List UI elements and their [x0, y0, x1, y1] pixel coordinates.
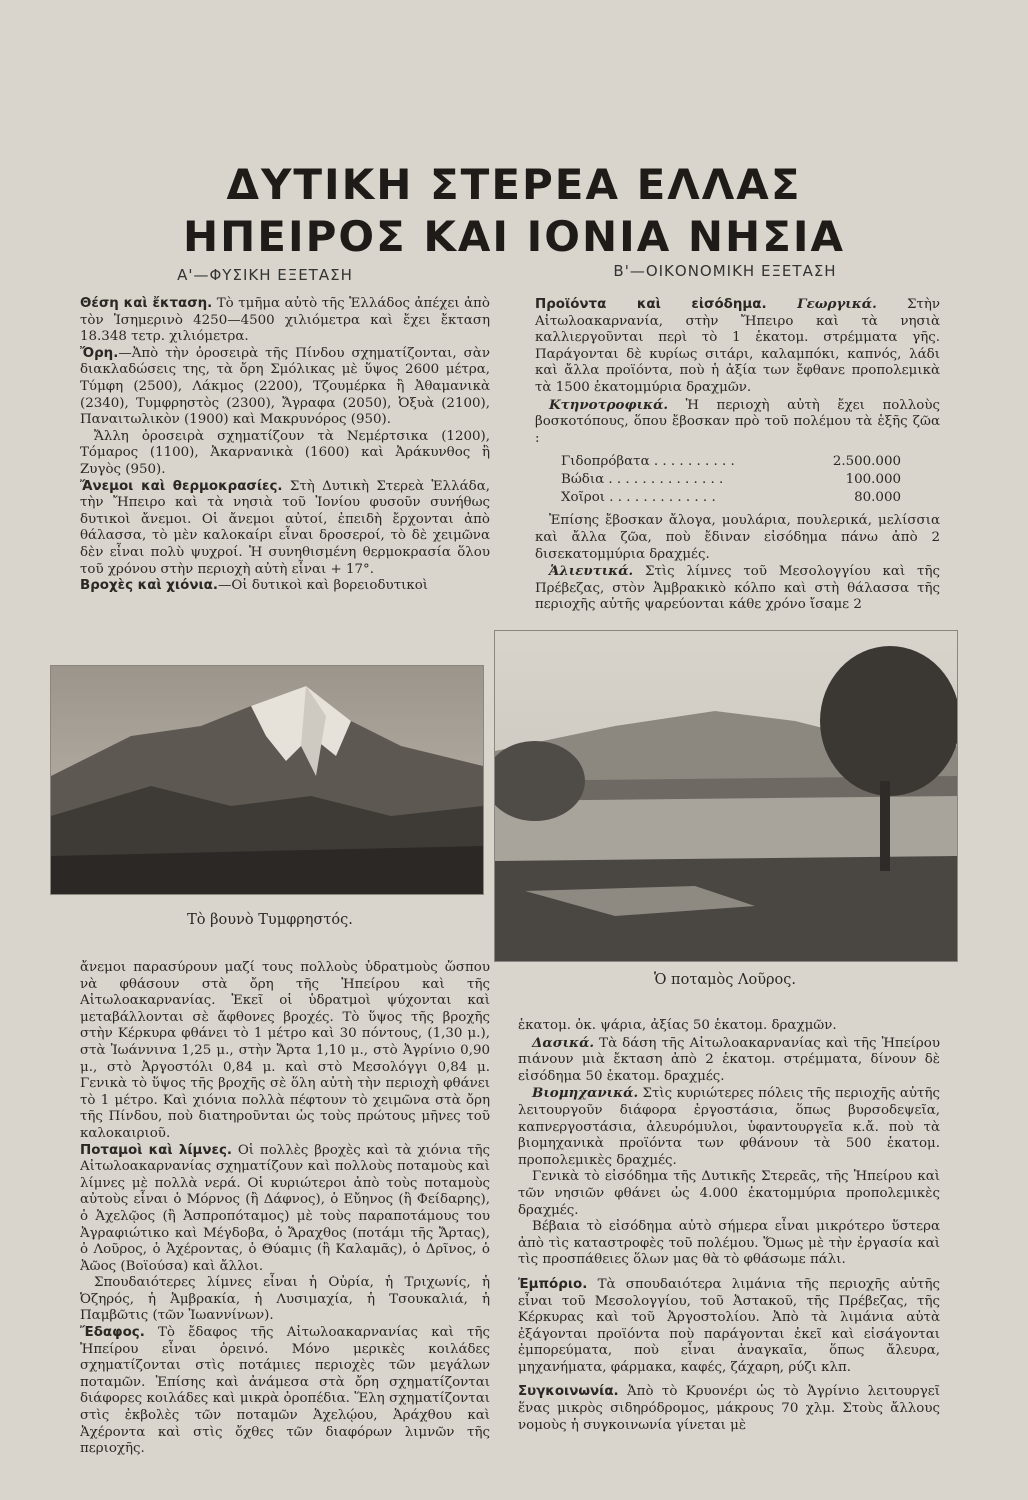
paragraph-rain: [80, 578, 490, 595]
livestock-row: [561, 453, 901, 471]
paragraph-fishing-cont: ἑκατομ. ὀκ. ψάρια, ἀξίας 50 ἑκατομ. δραχμῶν.: [518, 1018, 837, 1033]
subheading-fishing: Ἁλιευτικά.: [549, 563, 634, 580]
caption-mount-tymfristos: Τὸ βουνὸ Τυμφρηστός.: [187, 912, 353, 928]
livestock-name: Γιδοπρόβατα . . . . . . . . . .: [561, 454, 735, 470]
subheading-livestock: Κτηνοτροφικά.: [549, 396, 669, 413]
left-section-heading: Α'—ΦΥΣΙΚΗ ΕΞΕΤΑΣΗ: [177, 266, 353, 284]
subheading-agriculture: Γεωργικά.: [766, 296, 877, 312]
paragraph-other-range: Ἄλλη ὀροσειρὰ σχηματίζουν τὰ Νεμέρτσικα (1200), Τόμαρος (1100), Ἀκαρνανικὰ (1600) καὶ Ἀράκυνθος ἢ Ζυγὸς (950).: [80, 428, 490, 477]
paragraph-rivers: [80, 1143, 490, 1276]
paragraph-position: [80, 296, 490, 346]
paragraph-winds: [80, 479, 490, 579]
photo-louros-river: [494, 630, 958, 962]
subheading-forestry: Δασικά.: [532, 1034, 595, 1051]
right-section-heading: Β'—ΟΙΚΟΝΟΜΙΚΗ ΕΞΕΤΑΣΗ: [613, 262, 837, 280]
paragraph-other-animals: Ἐπίσης ἔβοσκαν ἄλογα, μουλάρια, πουλερικά, μελίσσια καὶ ἄλλα ζῶα, ποὺ ἔδιναν εἰσόδημα πάνω ἀπὸ 2 δισεκατομμύρια δραχμές.: [535, 513, 940, 562]
paragraph-income: Γενικὰ τὸ εἰσόδημα τῆς Δυτικῆς Στερεᾶς, τῆς Ἠπείρου καὶ τῶν νησιῶν φθάνει ὡς 4.000 ἑκατομμύρια προπολεμικὲς δραχμές.: [518, 1169, 940, 1218]
livestock-table: [561, 453, 901, 507]
text-fishing: Στὶς λίμνες τοῦ Μεσολογγίου καὶ τῆς Πρέβεζας, στὸν Ἀμβρακικὸ κόλπο καὶ στὴ θάλασσα τῆς περιοχῆς αὐτῆς ψαρεύονται κάθε χρόνο ἴσαμε 2: [535, 564, 940, 613]
text-mountains: —Ἀπὸ τὴν ὀροσειρὰ τῆς Πίνδου σχηματίζονται, σὰν διακλαδώσεις της, τὰ ὄρη Σμόλικας μὲ ὕψος 2600 μέτρα, Τύμφη (2500), Λάκμος (2200), Τζουμέρκα ἢ Ἀθαμανικὰ (2340), Τυμφρηστὸς (2300), Ἄγραφα (2050), Ὀξυὰ (2100), Παναιτωλικὸν (1900) καὶ Μακρυνόρος (950).: [80, 345, 490, 428]
subheading-industry: Βιομηχανικά.: [532, 1085, 639, 1102]
heading-rivers: Ποταμοὶ καὶ λίμνες.: [80, 1142, 232, 1158]
left-column-bottom: [80, 960, 490, 1458]
text-soil: Τὸ ἔδαφος τῆς Αἰτωλοακαρνανίας καὶ τῆς Ἠπείρου εἶναι ὀρεινό. Μόνο μερικὲς κοιλάδες σχηματίζονται στὶς ποτάμιες περιοχὲς τῶν μεγάλων ποταμῶν. Ἐπίσης καὶ ἀνάμεσα στὰ ὄρη σχηματίζονται διάφορες κοιλάδες καὶ μικρὰ ὀροπέδια. Ἕλη σχηματίζονται στὶς ἐκβολὲς τῶν ποταμῶν Ἀχελῴου, Ἀράχθου καὶ Ἀχέροντα καὶ στὶς ὄχθες τῶν διαφόρων λιμνῶν τῆς περιοχῆς.: [80, 1325, 490, 1457]
paragraph-income-today: Βέβαια τὸ εἰσόδημα αὐτὸ σήμερα εἶναι μικρότερο ὕστερα ἀπὸ τὶς καταστροφὲς τοῦ πολέμου. Ὅμως μὲ τὴν ἐργασία καὶ τὶς προσπάθειες ὅλων μας θὰ τὸ φθάσωμε πάλι.: [518, 1219, 940, 1268]
text-livestock: Ἡ περιοχὴ αὐτὴ ἔχει πολλοὺς βοσκοτόπους, ὅπου ἔβοσκαν πρὸ τοῦ πολέμου τὰ ἑξῆς ζῶα :: [535, 397, 940, 446]
text-rain: —Οἱ δυτικοὶ καὶ βορειοδυτικοὶ: [217, 578, 429, 594]
livestock-count: 100.000: [845, 472, 901, 488]
paragraph-livestock: [535, 397, 940, 448]
heading-transport: Συγκοινωνία.: [518, 1384, 619, 1400]
livestock-count: 2.500.000: [832, 454, 901, 470]
photo-mount-tymfristos: [50, 665, 484, 895]
paragraph-mountains: [80, 346, 490, 429]
livestock-name: Χοῖροι . . . . . . . . . . . . .: [561, 490, 716, 506]
livestock-name: Βώδια . . . . . . . . . . . . . .: [561, 472, 724, 488]
caption-louros-river: Ὁ ποταμὸς Λοῦρος.: [653, 972, 797, 988]
livestock-row: [561, 471, 901, 489]
text-industry: Στὶς κυριώτερες πόλεις τῆς περιοχῆς αὐτῆς λειτουργοῦν διάφορα ἐργοστάσια, ὅπως βυρσοδεψεῖα, καπνεργοστάσια, ἀλευρόμυλοι, ὑφαντουργεῖα κ.ἄ. ποὺ τὰ βιομηχανικὰ προϊόντα των φθάνουν τὰ 500 ἑκατομ. προπολεμικὲς δραχμές.: [518, 1086, 940, 1168]
left-column-top: [80, 296, 490, 595]
text-position: Τὸ τμῆμα αὐτὸ τῆς Ἑλλάδος ἀπέχει ἀπὸ τὸν Ἰσημερινὸ 4250—4500 χιλιόμετρα καὶ ἔχει ἔκταση 18.348 τετρ. χιλιόμετρα.: [80, 296, 490, 345]
livestock-count: 80.000: [854, 490, 901, 506]
heading-products: Προϊόντα καὶ εἰσόδημα.: [535, 297, 767, 312]
paragraph-fishing: [535, 563, 940, 614]
paragraph-industry: [518, 1085, 940, 1169]
right-column-top: [535, 296, 940, 614]
heading-soil: Ἔδαφος.: [80, 1325, 145, 1341]
right-column-bottom: [518, 1018, 940, 1434]
paragraph-soil: [80, 1325, 490, 1458]
paragraph-rain-cont: ἄνεμοι παρασύρουν μαζί τους πολλοὺς ὑδρατμοὺς ὥσπου νὰ φθάσουν στὰ ὄρη τῆς Ἠπείρου καὶ τῆς Αἰτωλοακαρνανίας. Ἐκεῖ οἱ ὑδρατμοὶ ψύχονται καὶ μεταβάλλονται σὲ ἄφθονες βροχές. Τὸ ὕψος τῆς βροχῆς στὴν Κέρκυρα φθάνει τὸ 1 μέτρο καὶ 30 πόντους, (1,30 μ.), στὰ Ἰωάννινα 1,25 μ., στὴν Ἄρτα 1,10 μ., στὸ Ἀγρίνιο 0,90 μ., στὸ Ἀργοστόλι 0,84 μ. καὶ στὸ Μεσολόγγι 0,84 μ. Γενικὰ τὸ ὕψος τῆς βροχῆς σὲ ὅλη αὐτὴ τὴν περιοχὴ φθάνει τὸ 1 μέτρο. Καὶ χιόνια πολλὰ πέφτουν τὸ χειμῶνα στὰ ὄρη τῆς Πίνδου, ποὺ διατηροῦνται ὡς τοὺς πρώτους μῆνες τοῦ καλοκαιριοῦ.: [80, 960, 490, 1141]
text-forestry: Τὰ δάση τῆς Αἰτωλοακαρνανίας καὶ τῆς Ἠπείρου πιάνουν μιὰ ἔκταση ἀπὸ 2 ἑκατομ. στρέμματα, δίνουν δὲ εἰσόδημα 50 ἑκατομ. δραχμές.: [518, 1035, 940, 1084]
heading-position: Θέση καὶ ἔκταση.: [80, 296, 213, 311]
text-agriculture: Στὴν Αἰτωλοακαρνανία, στὴν Ἤπειρο καὶ τὰ νησιὰ καλλιεργοῦνται περὶ τὸ 1 ἑκατομ. στρέμματα γῆς. Παράγονται δὲ κυρίως σιτάρι, καλαμπόκι, καπνός, λάδι καὶ ἄλλα προϊόντα, ποὺ ἡ ἀξία των ἔφθανε προπολεμικὰ τὰ 1500 ἑκατομμύρια δραχμῶν.: [535, 297, 941, 395]
text-trade: Τὰ σπουδαιότερα λιμάνια τῆς περιοχῆς αὐτῆς εἶναι τοῦ Μεσολογγίου, τοῦ Ἀστακοῦ, τῆς Πρέβεζας, τῆς Κέρκυρας καὶ τοῦ Ἀργοστολίου. Ἀπὸ τὰ λιμάνια αὐτὰ ἐξάγονται προϊόντα ποὺ παράγονται ἐκεῖ καὶ εἰσάγονται ἐμπορεύματα, ποὺ εἶναι ἀναγκαῖα, ὅπως ἄλευρα, μηχανήματα, φάρμακα, καφές, ζάχαρη, ρύζι κλπ.: [518, 1276, 940, 1375]
paragraph-agriculture: [535, 296, 940, 397]
heading-trade: Ἐμπόριο.: [518, 1276, 588, 1292]
heading-winds: Ἄνεμοι καὶ θερμοκρασίες.: [80, 478, 283, 494]
paragraph-lakes: Σπουδαιότερες λίμνες εἶναι ἡ Οὐρία, ἡ Τριχωνίς, ἡ Ὀζηρός, ἡ Ἀμβρακία, ἡ Λυσιμαχία, ἡ Τσουκαλιά, ἡ Παμβῶτις (τῶν Ἰωαννίνων).: [80, 1275, 490, 1324]
paragraph-transport: [518, 1384, 940, 1434]
heading-mountains: Ὄρη.: [80, 345, 119, 361]
text-winds: Στὴ Δυτικὴ Στερεὰ Ἑλλάδα, τὴν Ἤπειρο καὶ τὰ νησιὰ τοῦ Ἰονίου φυσοῦν συνήθως δυτικοὶ ἄνεμοι. Οἱ ἄνεμοι αὐτοί, ἐπειδὴ ἔρχονται ἀπὸ θάλασσα, τὸ μὲν καλοκαίρι εἶναι δροσεροί, τὸ δὲ χειμῶνα δὲν εἶναι πολὺ ψυχροί. Ἡ συνηθισμένη θερμοκρασία ὅλου τοῦ χρόνου στὴν περιοχὴ αὐτὴ εἶναι + 17°.: [80, 478, 490, 577]
title-line-2: ΗΠΕΙΡΟΣ ΚΑΙ ΙΟΝΙΑ ΝΗΣΙΑ: [182, 212, 846, 261]
paragraph-trade: [518, 1277, 940, 1377]
text-rivers: Οἱ πολλὲς βροχὲς καὶ τὰ χιόνια τῆς Αἰτωλοακαρνανίας σχηματίζουν καὶ πολλοὺς ποταμοὺς καὶ λίμνες μὲ πολλὰ νερά. Οἱ κυριώτεροι ἀπὸ τοὺς ποταμοὺς αὐτοὺς εἶναι ὁ Μόρνος (ἢ Δάφνος), ὁ Εὔηνος (ἢ Φείδαρης), ὁ Ἀχελῷος (ἢ Ἀσπροπόταμος) μὲ τοὺς παραποτάμους του Ἀγραφιώτικο καὶ Μέγδοβα, ὁ Ἄραχθος (ποτάμι τῆς Ἄρτας), ὁ Λοῦρος, ὁ Ἀχέροντας, ὁ Θύαμις (ἢ Καλαμᾶς), ὁ Δρῖνος, ὁ Ἀῶος (Βοϊούσα) καὶ ἄλλοι.: [80, 1142, 490, 1274]
title-line-1: ΔΥΤΙΚΗ ΣΤΕΡΕΑ ΕΛΛΑΣ: [226, 160, 802, 209]
livestock-row: [561, 489, 901, 507]
text-transport: Ἀπὸ τὸ Κρυονέρι ὡς τὸ Ἀγρίνιο λειτουργεῖ ἕνας μικρὸς σιδηρόδρομος, μάκρους 70 χλμ. Στοὺς ἄλλους νομοὺς ἡ συγκοινωνία γίνεται μὲ: [518, 1384, 940, 1433]
paragraph-forestry: [518, 1035, 940, 1086]
heading-rain: Βροχὲς καὶ χιόνια.: [80, 578, 218, 594]
